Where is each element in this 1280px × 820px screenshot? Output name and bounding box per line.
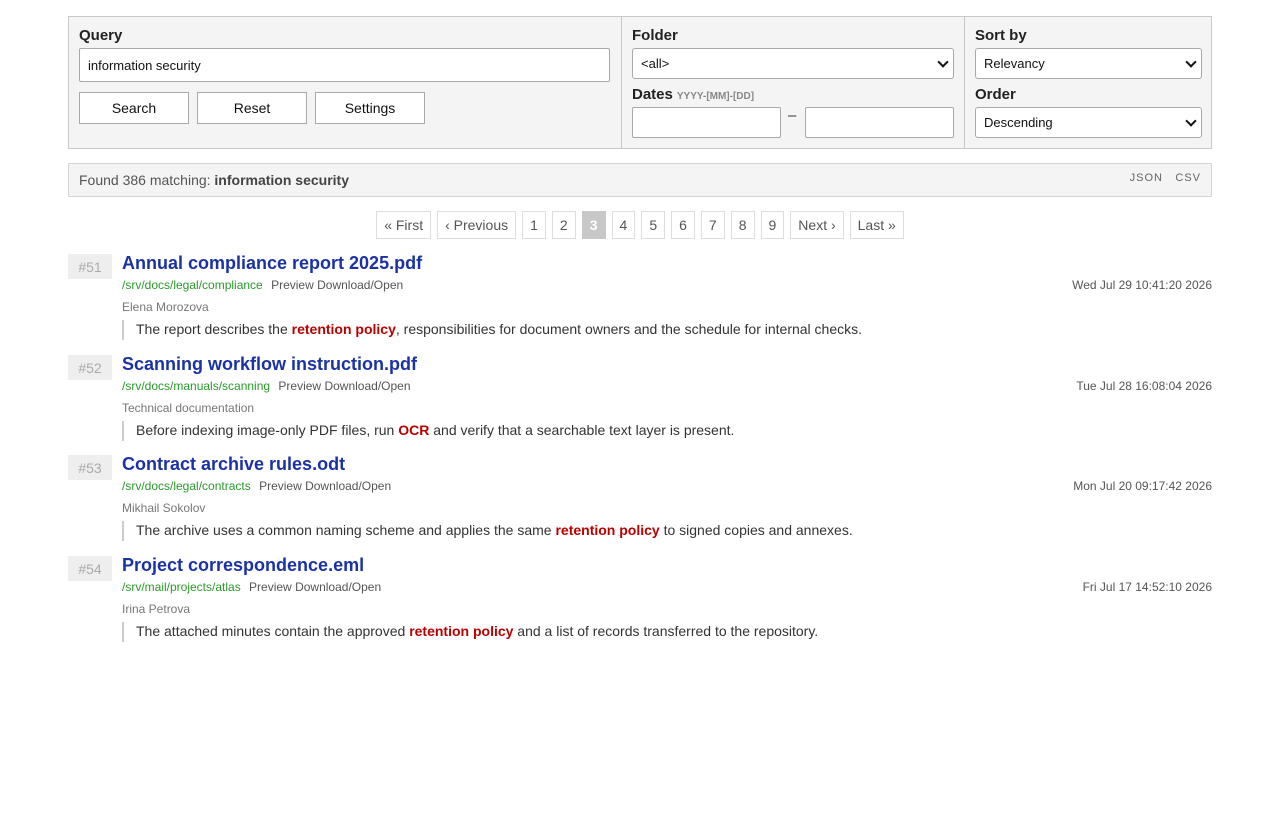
chevron-down-icon [937, 56, 948, 67]
download-open-link[interactable]: Download/Open [324, 379, 411, 393]
result-path-link[interactable]: /srv/docs/manuals/scanning [122, 379, 271, 393]
result-number: #53 [68, 455, 112, 480]
folder-label: Folder [632, 27, 678, 44]
dates-label-row [632, 86, 754, 103]
download-open-link[interactable]: Download/Open [305, 479, 392, 493]
result-date: Tue Jul 28 16:08:04 2026 [1076, 379, 1212, 393]
order-select-value: Descending [984, 115, 1053, 130]
page-number[interactable]: 4 [612, 211, 636, 239]
snippet-text: , responsibilities for document owners and the schedule for internal checks. [395, 321, 863, 337]
export-csv-link[interactable]: CSV [1175, 172, 1201, 184]
result-author: Mikhail Sokolov [122, 501, 206, 515]
result-title-link[interactable]: Project correspondence.eml [122, 555, 365, 575]
folder-dates-column [621, 17, 965, 148]
result-item [68, 254, 1212, 349]
page-number[interactable]: 2 [552, 211, 576, 239]
query-column [69, 17, 621, 148]
download-open-link[interactable]: Download/Open [317, 278, 404, 292]
snippet-highlight: OCR [398, 422, 430, 438]
result-snippet [122, 521, 853, 541]
page-next[interactable]: Next › [790, 211, 843, 239]
snippet-text: and a list of records transferred to the repository. [513, 623, 819, 639]
result-item [68, 556, 1212, 651]
dates-format-hint: YYYY-[MM]-[DD] [676, 91, 755, 102]
folder-select-value: <all> [641, 56, 670, 71]
result-meta [122, 278, 403, 292]
sortby-select-value: Relevancy [984, 56, 1045, 71]
results-count-prefix: Found 386 matching: [79, 172, 211, 188]
page-number[interactable]: 8 [731, 211, 755, 239]
preview-link[interactable]: Preview [249, 580, 292, 594]
sortby-select[interactable] [975, 48, 1202, 79]
search-button[interactable]: Search [79, 92, 189, 124]
query-input[interactable] [79, 48, 610, 82]
result-meta [122, 479, 391, 493]
page-number[interactable]: 9 [761, 211, 785, 239]
snippet-text: The report describes the [136, 321, 292, 337]
result-path-link[interactable]: /srv/docs/legal/contracts [122, 479, 251, 493]
snippet-text: The archive uses a common naming scheme and applies the same [136, 522, 556, 538]
folder-select[interactable] [632, 48, 954, 79]
result-author: Technical documentation [122, 401, 255, 415]
page-previous[interactable]: ‹ Previous [437, 211, 516, 239]
result-snippet [122, 320, 862, 340]
result-number: #52 [68, 355, 112, 380]
chevron-down-icon [1185, 56, 1196, 67]
page-first[interactable]: « First [376, 211, 431, 239]
page-number-current[interactable]: 3 [582, 211, 606, 239]
settings-button[interactable]: Settings [315, 92, 425, 124]
sort-column [964, 17, 1213, 148]
reset-button[interactable]: Reset [197, 92, 307, 124]
order-label: Order [975, 86, 1016, 103]
snippet-text: to signed copies and annexes. [659, 522, 853, 538]
snippet-highlight: retention policy [291, 321, 396, 337]
date-from-input[interactable] [632, 107, 781, 138]
page-number[interactable]: 1 [522, 211, 546, 239]
result-snippet [122, 421, 734, 441]
result-date: Mon Jul 20 09:17:42 2026 [1073, 479, 1212, 493]
snippet-text: Before indexing image-only PDF files, run [136, 422, 399, 438]
result-path-link[interactable]: /srv/docs/legal/compliance [122, 278, 263, 292]
result-snippet [122, 622, 818, 642]
page-last[interactable]: Last » [850, 211, 904, 239]
date-to-input[interactable] [805, 107, 954, 138]
result-item [68, 355, 1212, 450]
result-title-link[interactable]: Annual compliance report 2025.pdf [122, 253, 423, 273]
chevron-down-icon [1185, 115, 1196, 126]
page-number[interactable]: 6 [671, 211, 695, 239]
results-status-bar [68, 163, 1212, 197]
download-open-link[interactable]: Download/Open [295, 580, 382, 594]
result-meta [122, 580, 381, 594]
page-number[interactable]: 5 [641, 211, 665, 239]
results-query: information security [214, 172, 350, 188]
sortby-label: Sort by [975, 27, 1027, 44]
date-range-separator: – [788, 107, 797, 124]
result-author: Irina Petrova [122, 602, 191, 616]
query-label: Query [79, 27, 123, 44]
result-title-link[interactable]: Contract archive rules.odt [122, 454, 346, 474]
preview-link[interactable]: Preview [271, 278, 314, 292]
page-number[interactable]: 7 [701, 211, 725, 239]
order-select[interactable] [975, 107, 1202, 138]
results-count [79, 172, 349, 188]
preview-link[interactable]: Preview [259, 479, 302, 493]
dates-label: Dates [632, 86, 673, 103]
snippet-text: The attached minutes contain the approved [136, 623, 410, 639]
pagination [0, 211, 1280, 239]
result-path-link[interactable]: /srv/mail/projects/atlas [122, 580, 241, 594]
snippet-highlight: retention policy [409, 623, 514, 639]
result-meta [122, 379, 411, 393]
snippet-highlight: retention policy [555, 522, 660, 538]
result-date: Fri Jul 17 14:52:10 2026 [1082, 580, 1212, 594]
snippet-text: and verify that a searchable text layer is present. [429, 422, 735, 438]
result-date: Wed Jul 29 10:41:20 2026 [1072, 278, 1212, 292]
preview-link[interactable]: Preview [278, 379, 322, 393]
search-form [68, 16, 1212, 149]
result-number: #51 [68, 254, 112, 279]
result-title-link[interactable]: Scanning workflow instruction.pdf [122, 354, 417, 374]
export-json-link[interactable]: JSON [1129, 172, 1163, 184]
result-author: Elena Morozova [122, 300, 209, 314]
result-number: #54 [68, 556, 112, 581]
result-item [68, 455, 1212, 550]
